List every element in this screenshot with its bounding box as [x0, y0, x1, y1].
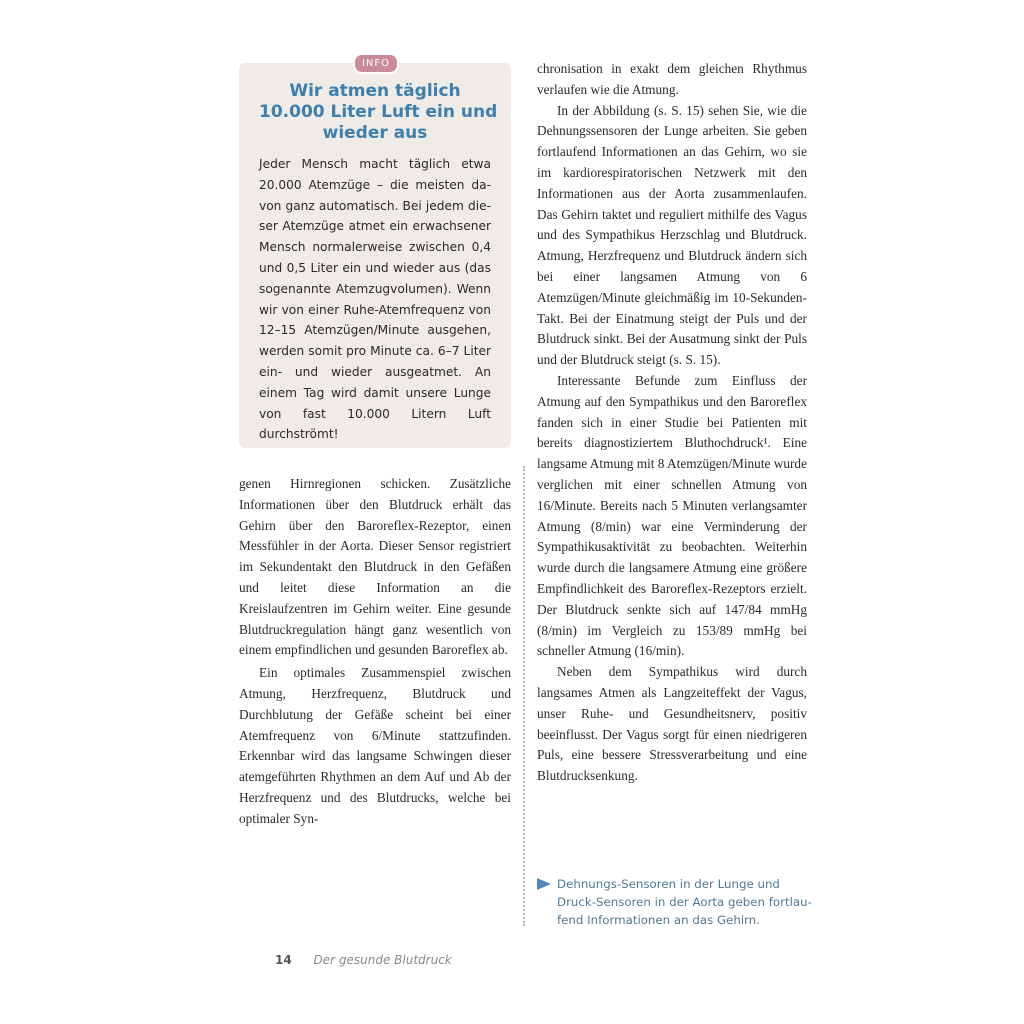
- paragraph: Neben dem Sympathikus wird durch langsames Atmen als Langzeiteffekt der Vagus, unser Ruhe- und Gesundheitsnerv, positiv beeinflusst. Der Vagus sorgt für einen niedrigeren Puls, eine bessere Stressverarbeitung und eine Blutdrucksenkung.: [537, 664, 807, 784]
- paragraph: chronisation in exakt dem gleichen Rhythmus verlaufen wie die Atmung.: [537, 61, 807, 97]
- info-tag-badge: INFO: [353, 53, 399, 74]
- caption-line: Dehnungs-Sensoren in der Lunge und: [557, 877, 780, 891]
- running-title: Der gesunde Blutdruck: [313, 953, 452, 967]
- page-footer: [275, 953, 452, 967]
- figure-caption: [537, 875, 817, 929]
- info-title-line: Wir atmen täglich: [289, 81, 461, 101]
- page-number: 14: [275, 953, 292, 967]
- caption-line: fend Informationen an das Gehirn.: [557, 913, 760, 927]
- paragraph: genen Hirnregionen schicken. Zusätzliche Informationen über den Blutdruck erhält das Gehirn über den Baroreflex-Rezeptor, einen Messfühler in der Aorta. Dieser Sensor registriert im Sekundentakt den Blutdruck in den Gefäßen und leitet diese Information an die Kreislaufzentren im Gehirn weiter. Eine gesunde Blutdruckregulation hängt ganz wesentlich von einem empfindlichen und gesunden Baroreflex ab.: [239, 476, 511, 658]
- info-title-line: 10.000 Liter Luft ein und: [259, 102, 498, 122]
- info-title-line: wieder aus: [322, 123, 428, 143]
- info-box: [239, 63, 511, 448]
- right-text-column: [537, 59, 807, 787]
- paragraph: Interessante Befunde zum Einfluss der Atmung auf den Sympathikus und den Baroreflex fanden sich in einer Studie bei Patienten mit bereits diagnostiziertem Bluthochdruck¹. Eine langsame Atmung mit 8 Atemzügen/Minute wurde verglichen mit einer schnellen Atmung von 16/Minute. Bereits nach 5 Minuten verlangsamter Atmung (8/min) war eine Verminderung der Sympathikusaktivität zu beobachten. Weiterhin wurde durch die langsamere Atmung eine größere Empfindlichkeit des Baroreflex-Rezeptors erzielt. Der Blutdruck senkte sich auf 147/84 mmHg (8/min) im Vergleich zu 153/89 mmHg bei schneller Atmung (16/min).: [537, 372, 807, 659]
- caption-text: [557, 875, 817, 929]
- paragraph: Ein optimales Zusammenspiel zwischen Atmung, Herzfrequenz, Blutdruck und Durchblutung der Gefäße scheint bei einer Atemfrequenz von 6/Minute stattzufinden. Erkennbar wird das langsame Schwingen dieser atemgeführten Rhythmen an dem Auf und Ab der Herzfrequenz und des Blutdrucks, welche bei optimaler Syn-: [239, 665, 511, 826]
- triangle-arrow-icon: [537, 878, 551, 890]
- paragraph: In der Abbildung (s. S. 15) sehen Sie, wie die Dehnungssensoren der Lunge arbeiten. Sie geben fortlaufend Informationen an das Gehirn, wo sie im kardiorespiratorischen Netzwerk mit den Informationen aus der Aorta zusammenlaufen. Das Gehirn taktet und reguliert mithilfe des Vagus und des Sympathikus Herzschlag und Blutdruck. Atmung, Herzfrequenz und Blutdruck ändern sich bei einer langsamen Atmung von 6 Atemzügen/Minute gleichmäßig im 10-Sekunden-Takt. Bei der Einatmung steigt der Puls und der Blutdruck sinkt. Bei der Ausatmung sinkt der Puls und der Blutdruck steigt (s. S. 15).: [537, 102, 807, 368]
- info-box-title: [259, 81, 498, 144]
- left-text-column: [239, 474, 511, 830]
- caption-line: Druck-Sensoren in der Aorta geben fortlau-: [557, 895, 812, 909]
- column-divider: [523, 466, 525, 926]
- info-box-text: Jeder Mensch macht täglich etwa 20.000 Atemzüge – die meisten da-von ganz automatisch. Bei jedem die-ser Atemzüge atmet ein erwachsener Mensch normalerweise zwischen 0,4 und 0,5 Liter ein und wieder aus (das sogenannte Atemzugvolumen). Wenn wir von einer Ruhe-Atemfrequenz von 12–15 Atemzügen/Minute ausgehen, werden somit pro Minute ca. 6–7 Liter ein- und wieder ausgeatmet. An einem Tag wird damit unsere Lunge von fast 10.000 Litern Luft durchströmt!: [259, 157, 491, 442]
